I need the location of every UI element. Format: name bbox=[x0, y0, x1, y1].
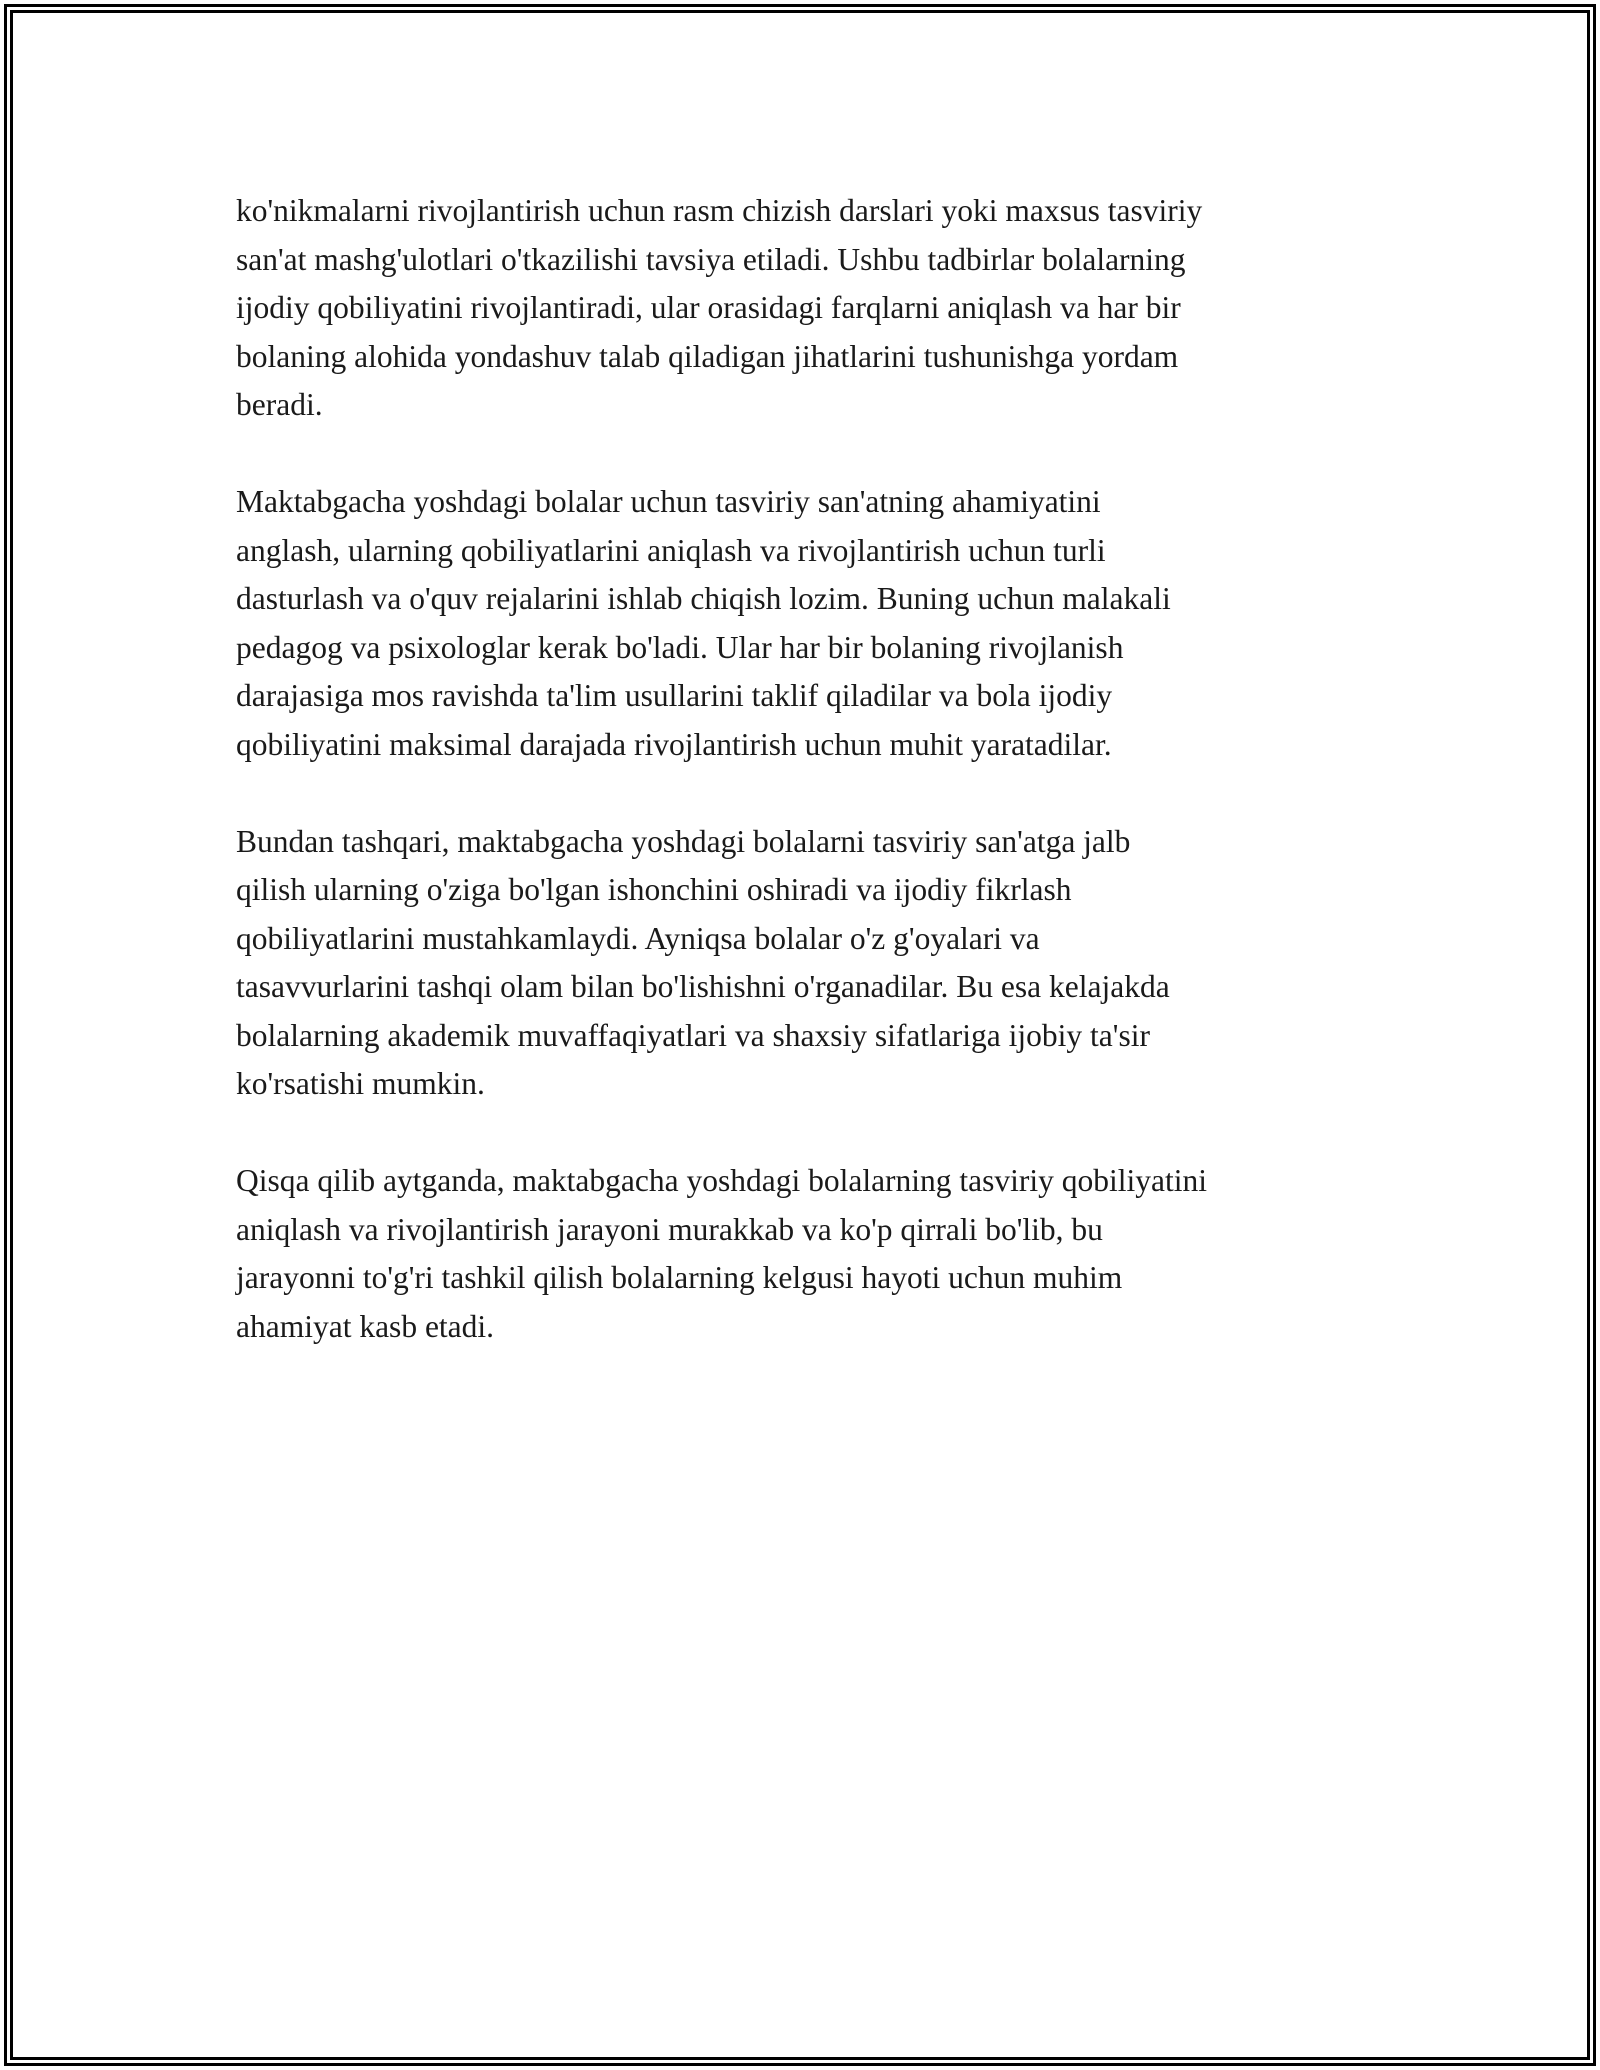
text-line: bolaning alohida yondashuv talab qiladigan jihatlarini tushunishga yordam bbox=[236, 338, 1179, 374]
text-line: Bundan tashqari, maktabgacha yoshdagi bolalarni tasviriy san'atga jalb bbox=[236, 823, 1131, 859]
paragraph-4 bbox=[236, 1157, 1396, 1351]
text-line: jarayonni to'g'ri tashkil qilish bolalarning kelgusi hayoti uchun muhim bbox=[236, 1260, 1123, 1295]
text-line: tasavvurlarini tashqi olam bilan bo'lishishni o'rganadilar. Bu esa kelajakda bbox=[236, 969, 1170, 1004]
text-line: anglash, ularning qobiliyatlarini aniqlash va rivojlantirish uchun turli bbox=[236, 532, 1106, 568]
text-line: dasturlash va o'quv rejalarini ishlab chiqish lozim. Buning uchun malakali bbox=[236, 581, 1171, 616]
text-line: qobiliyatini maksimal darajada rivojlantirish uchun muhit yaratadilar. bbox=[236, 726, 1112, 762]
text-line: Qisqa qilib aytganda, maktabgacha yoshdagi bolalarning tasviriy qobiliyatini bbox=[236, 1163, 1208, 1198]
text-line: qobiliyatlarini mustahkamlaydi. Ayniqsa bolalar o'z g'oyalari va bbox=[236, 920, 1040, 956]
text-line: bolalarning akademik muvaffaqiyatlari va shaxsiy sifatlariga ijobiy ta'sir bbox=[236, 1017, 1150, 1053]
text-line: san'at mashg'ulotlari o'tkazilishi tavsiya etiladi. Ushbu tadbirlar bolalarning bbox=[236, 241, 1186, 277]
text-line: ko'nikmalarni rivojlantirish uchun rasm chizish darslari yoki maxsus tasviriy bbox=[236, 193, 1203, 228]
text-line: ahamiyat kasb etadi. bbox=[236, 1308, 495, 1344]
text-line: aniqlash va rivojlantirish jarayoni murakkab va ko'p qirrali bo'lib, bu bbox=[236, 1211, 1103, 1247]
paragraph-1 bbox=[236, 187, 1396, 430]
text-line: beradi. bbox=[236, 387, 323, 422]
text-line: darajasiga mos ravishda ta'lim usullarini taklif qiladilar va bola ijodiy bbox=[236, 678, 1113, 713]
text-line: ijodiy qobiliyatini rivojlantiradi, ular orasidagi farqlarni aniqlash va har bir bbox=[236, 290, 1181, 325]
text-line: Maktabgacha yoshdagi bolalar uchun tasviriy san'atning ahamiyatini bbox=[236, 484, 1101, 519]
paragraph-3 bbox=[236, 818, 1396, 1109]
paragraph-2 bbox=[236, 478, 1396, 769]
text-line: ko'rsatishi mumkin. bbox=[236, 1066, 485, 1101]
text-line: pedagog va psixologlar kerak bo'ladi. Ular har bir bolaning rivojlanish bbox=[236, 629, 1124, 665]
text-line: qilish ularning o'ziga bo'lgan ishonchini oshiradi va ijodiy fikrlash bbox=[236, 872, 1072, 907]
document-body bbox=[236, 187, 1396, 1400]
